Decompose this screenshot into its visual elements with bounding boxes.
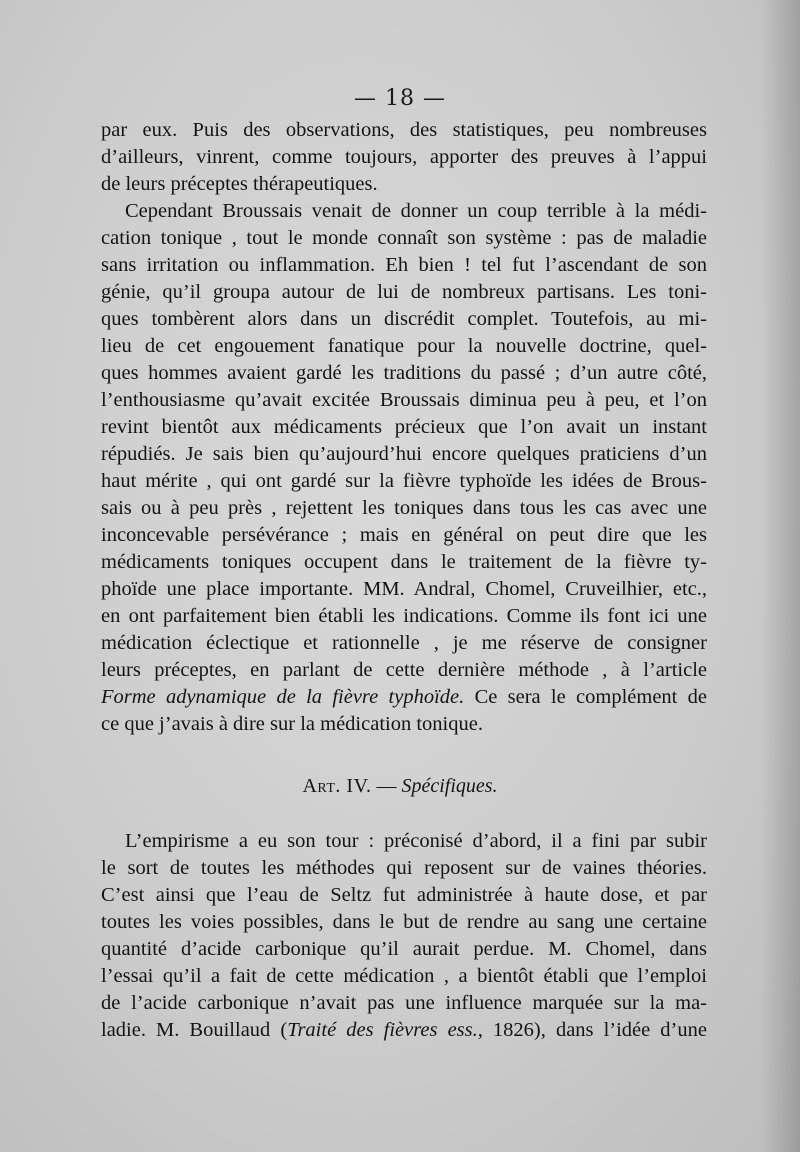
text-line: l’enthousiasme qu’avait excitée Broussais diminua peu à peu, et l’on [101, 389, 707, 411]
text-line: toutes les voies possibles, dans le but de rendre au sang une certaine [101, 911, 707, 933]
text-line: haut mérite , qui ont gardé sur la fièvre typhoïde les idées de Brous- [101, 470, 707, 492]
text-line: médicaments toniques occupent dans le traitement de la fièvre ty- [101, 551, 707, 573]
text-line: par eux. Puis des observations, des statistiques, peu nombreuses [101, 119, 707, 141]
text-line: C’est ainsi que l’eau de Seltz fut administrée à haute dose, et par [101, 884, 707, 906]
italic-reference: Forme adynamique de la fièvre typhoïde. [101, 686, 465, 708]
text-line: le sort de toutes les méthodes qui reposent sur de vaines théories. [101, 857, 707, 879]
text-line: lieu de cet engouement fanatique pour la nouvelle doctrine, quel- [101, 335, 707, 357]
text-fragment: ladie. M. Bouillaud ( [101, 1019, 288, 1041]
text-line: ques hommes avaient gardé les traditions du passé ; d’un autre côté, [101, 362, 707, 384]
text-line: sais ou à peu près , rejettent les toniques dans tous les cas avec une [101, 497, 707, 519]
text-line: ce que j’avais à dire sur la médication tonique. [101, 713, 483, 735]
text-line: phoïde une place importante. MM. Andral, Chomel, Cruveilhier, etc., [101, 578, 707, 600]
text-line: répudiés. Je sais bien qu’aujourd’hui encore quelques praticiens d’un [101, 443, 707, 465]
section-title: Spécifiques. [401, 775, 498, 797]
text-line: d’ailleurs, vinrent, comme toujours, apporter des preuves à l’appui [101, 146, 707, 168]
text-line-with-italic [101, 684, 707, 711]
paragraph-block-1 [101, 117, 707, 738]
section-heading [0, 775, 800, 798]
text-line: génie, qu’il groupa autour de lui de nombreux partisans. Les toni- [101, 281, 707, 303]
text-line: médication éclectique et rationnelle , je me réserve de consigner [101, 632, 707, 654]
text-fragment: 1826), dans l’idée d’une [482, 1019, 707, 1041]
text-line: ques tombèrent alors dans un discrédit complet. Toutefois, au mi- [101, 308, 707, 330]
text-line: cation tonique , tout le monde connaît son système : pas de maladie [101, 227, 707, 249]
text-line: de l’acide carbonique n’avait pas une influence marquée sur la ma- [101, 992, 707, 1014]
text-line: sans irritation ou inflammation. Eh bien ! tel fut l’ascendant de son [101, 254, 707, 276]
text-line: quantité d’acide carbonique qu’il aurait perdue. M. Chomel, dans [101, 938, 707, 960]
text-line: revint bientôt aux médicaments précieux que l’on avait un instant [101, 416, 707, 438]
italic-citation: Traité des fièvres ess., [287, 1019, 483, 1041]
article-number: Art. IV. [302, 775, 372, 797]
text-line: en ont parfaitement bien établi les indications. Comme ils font ici une [101, 605, 707, 627]
text-line: leurs préceptes, en parlant de cette dernière méthode , à l’article [101, 659, 707, 681]
paragraph-block-2 [101, 828, 707, 1044]
text-line: l’essai qu’il a fait de cette médication , a bientôt établi que l’emploi [101, 965, 707, 987]
heading-dash: — [371, 775, 402, 797]
text-line: de leurs préceptes thérapeutiques. [101, 173, 378, 195]
text-fragment: Ce sera le complément de [464, 686, 708, 708]
text-line: inconcevable persévérance ; mais en général on peut dire que les [101, 524, 707, 546]
page-number: — 18 — [354, 86, 446, 111]
text-line-with-italic [101, 1017, 707, 1044]
text-line: Cependant Broussais venait de donner un coup terrible à la médi- [125, 200, 707, 222]
text-line: L’empirisme a eu son tour : préconisé d’abord, il a fini par subir [125, 830, 707, 852]
